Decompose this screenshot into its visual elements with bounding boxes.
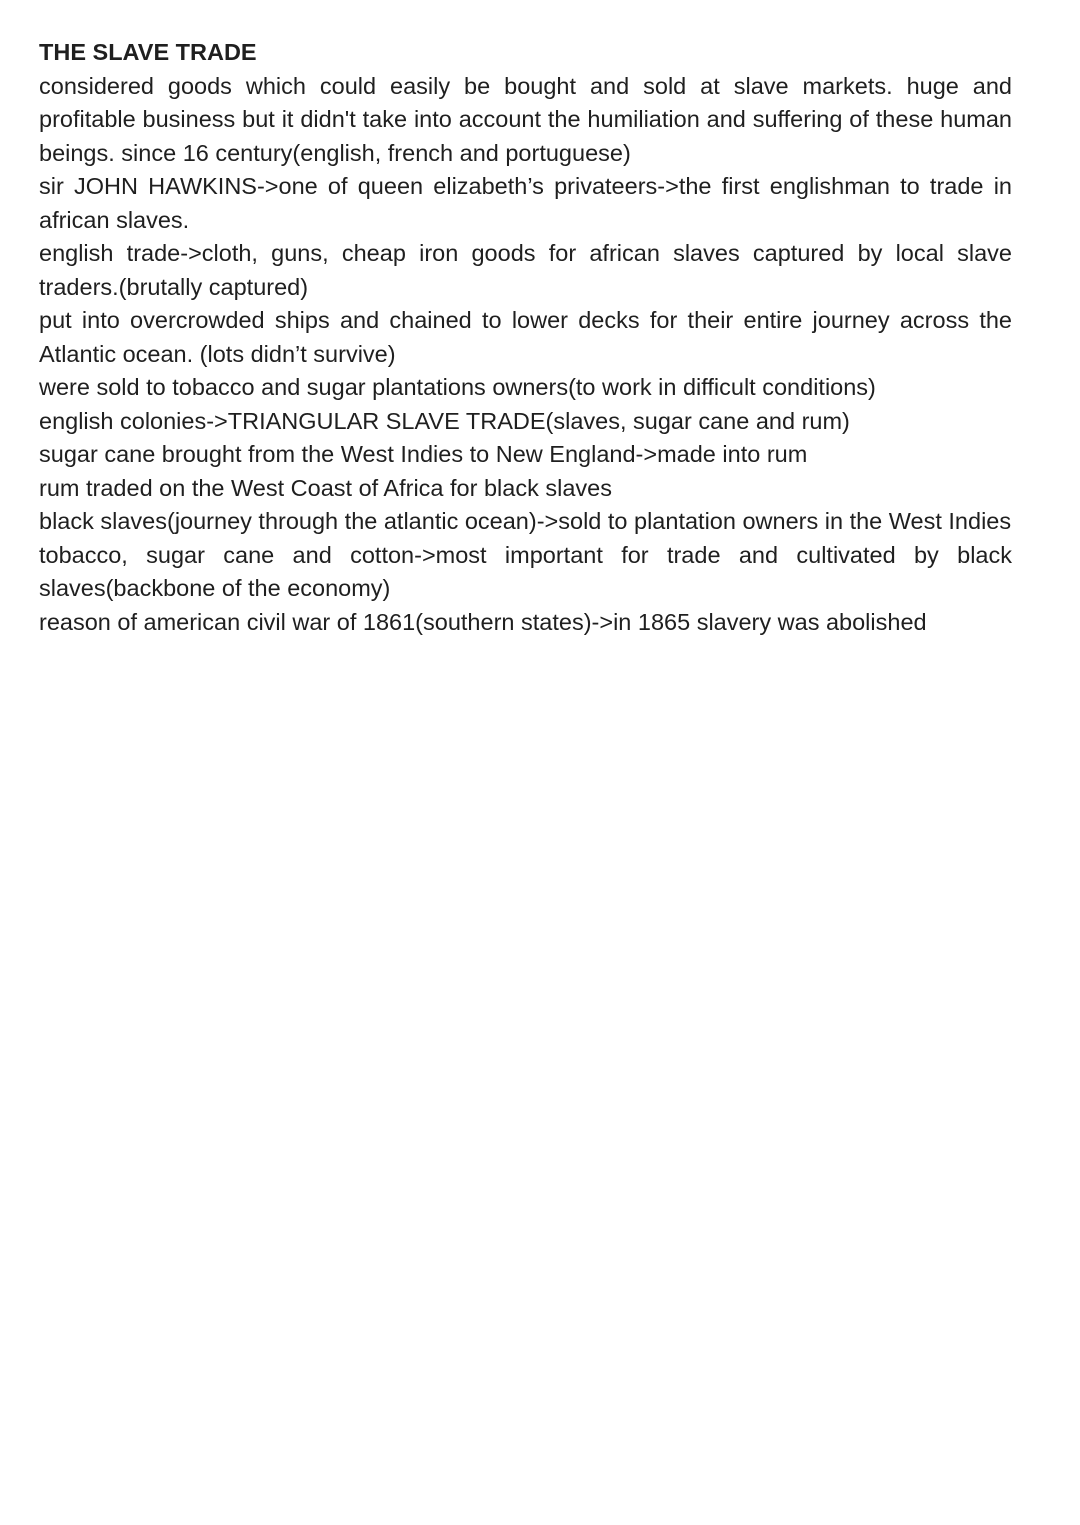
document-page xyxy=(39,36,1012,639)
paragraph-triangular-trade: english colonies->TRIANGULAR SLAVE TRADE(slaves, sugar cane and rum) xyxy=(39,407,850,434)
paragraph-economy: tobacco, sugar cane and cotton->most important for trade and cultivated by black slaves(backbone of the economy) xyxy=(39,541,1012,601)
paragraph-slave-markets: considered goods which could easily be bought and sold at slave markets. huge and profitable business but it didn't take into account the humiliation and suffering of these human beings. since 16 century(english, french and portuguese) xyxy=(39,72,1012,166)
paragraph-rum-trade: rum traded on the West Coast of Africa for black slaves xyxy=(39,474,612,501)
paragraph-civil-war: reason of american civil war of 1861(southern states)->in 1865 slavery was abolished xyxy=(39,608,927,635)
paragraph-english-trade: english trade->cloth, guns, cheap iron goods for african slaves captured by local slave traders.(brutally captured) xyxy=(39,240,1012,300)
paragraph-sugar-cane: sugar cane brought from the West Indies to New England->made into rum xyxy=(39,441,808,467)
paragraph-john-hawkins: sir JOHN HAWKINS->one of queen elizabeth’s privateers->the first englishman to trade in african slaves. xyxy=(39,173,1012,233)
document-title: THE SLAVE TRADE xyxy=(39,39,257,65)
paragraph-black-slaves-journey: black slaves(journey through the atlantic ocean)->sold to plantation owners in the West Indies xyxy=(39,508,1012,534)
paragraph-overcrowded-ships: put into overcrowded ships and chained to lower decks for their entire journey across the Atlantic ocean. (lots didn’t survive) xyxy=(39,307,1012,367)
paragraph-plantations: were sold to tobacco and sugar plantations owners(to work in difficult conditions) xyxy=(39,374,876,400)
